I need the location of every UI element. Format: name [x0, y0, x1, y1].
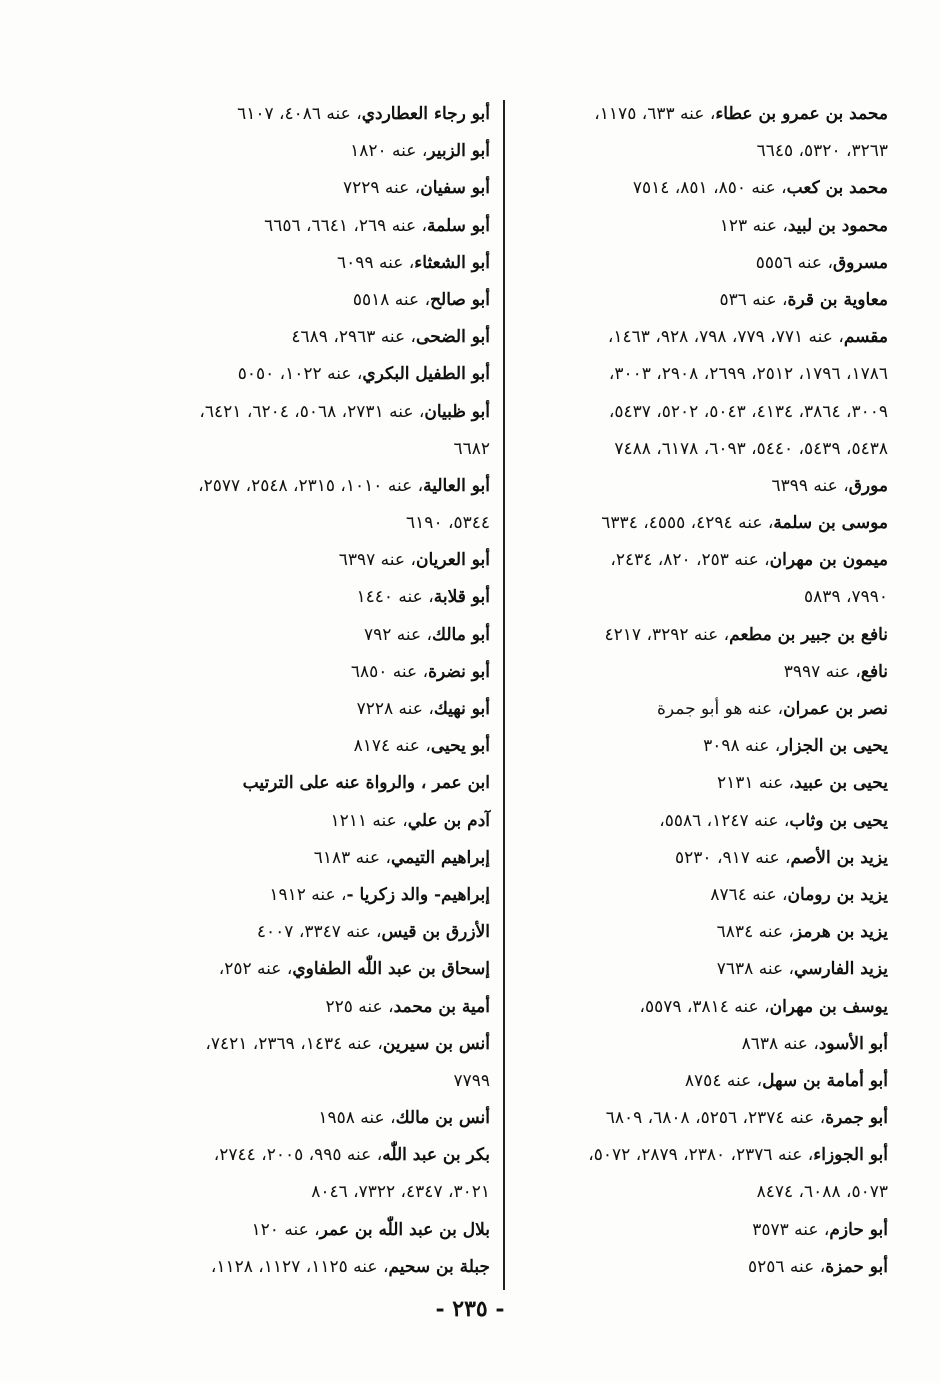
hadith-references: ، عنه ١٤٣٤، ٢٣٦٩، ٧٤٢١، — [205, 1033, 383, 1054]
narrator-name: نافع — [860, 661, 888, 682]
narrator-name: أبو الطفيل البكري — [362, 364, 490, 385]
hadith-references: ، عنه ١٩١٢ — [269, 884, 347, 905]
narrator-name: أبو أمامة بن سهل — [762, 1070, 888, 1091]
narrator-name: أبو رجاء العطاردي — [361, 104, 490, 124]
narrator-name: أبو حمزة — [825, 1256, 888, 1277]
index-entry — [468, 1137, 888, 1174]
index-entry — [110, 765, 490, 802]
index-entry — [468, 170, 888, 207]
index-entry — [468, 803, 888, 840]
narrator-name: جبلة بن سحيم — [388, 1256, 490, 1277]
index-entry — [468, 914, 888, 951]
narrator-name: الأزرق بن قيس — [381, 922, 490, 943]
narrator-name: أمية بن محمد — [393, 996, 490, 1017]
hadith-references: ، عنه ٦٣٩٩ — [771, 475, 849, 496]
narrator-name: محمود بن لبيد — [787, 215, 888, 236]
hadith-references: ، عنه ١٠١٠، ٢٣١٥، ٢٥٤٨، ٢٥٧٧، — [198, 475, 424, 496]
narrator-name: أبو ظبيان — [424, 401, 490, 422]
narrator-name: مقسم — [843, 327, 888, 348]
index-entry — [468, 319, 888, 356]
hadith-references: ، عنه ٣٩٩٧ — [783, 661, 861, 682]
narrator-name: إبراهيم- والد زكريا - — [346, 884, 490, 905]
hadith-references: ، عنه ٣٠٩٨ — [703, 736, 781, 757]
hadith-references: ، عنه هو أبو جمرة — [656, 699, 784, 719]
index-entry — [468, 691, 888, 728]
index-entry — [468, 1212, 888, 1249]
index-entry — [110, 803, 490, 840]
narrator-name: أبو العريان — [415, 550, 490, 571]
index-entry — [110, 133, 490, 170]
hadith-references: ، عنه ٢٥٢، — [218, 959, 293, 980]
narrator-name: أبو نضرة — [428, 661, 490, 682]
narrator-name: أبو مالك — [432, 624, 490, 645]
hadith-references: ، عنه ٦٠٩٩ — [337, 252, 415, 273]
narrator-name: أنس بن سيرين — [382, 1033, 490, 1054]
hadith-references: ، عنه ٣٢٩٢، ٤٢١٧ — [604, 624, 730, 645]
hadith-references: ٥٣٤٤، ٦١٩٠ — [406, 513, 490, 534]
index-entry — [110, 96, 490, 133]
index-entry — [110, 691, 490, 728]
hadith-references: ، عنه ٧٩٢ — [363, 624, 433, 645]
narrator-name: أبو الضحى — [416, 327, 490, 348]
hadith-references: ٣٠٢١، ٤٣٤٧، ٧٣٢٢، ٨٠٤٦ — [311, 1182, 490, 1203]
index-entry — [110, 1063, 490, 1100]
index-entry — [468, 1100, 888, 1137]
index-entry — [110, 1174, 490, 1211]
hadith-references: ، عنه ١٢٤٧، ٥٥٨٦، — [659, 810, 790, 831]
hadith-references: ٥٠٧٣، ٦٠٨٨، ٨٤٧٤ — [756, 1182, 888, 1203]
narrator-name: يحيى بن الجزار — [780, 736, 888, 757]
index-entry — [468, 1026, 888, 1063]
hadith-references: ، عنه ٧٢٢٩ — [342, 178, 421, 199]
hadith-references: ، عنه ٨٥٠، ٨٥١، ٧٥١٤ — [632, 178, 787, 199]
index-entry — [110, 245, 490, 282]
index-entry — [468, 989, 888, 1026]
index-entry — [468, 133, 888, 170]
index-entry — [110, 431, 490, 468]
index-entry — [110, 728, 490, 765]
hadith-references: ، عنه ٢٢٥ — [325, 996, 394, 1017]
hadith-references: ، عنه ١٢١١ — [330, 810, 408, 831]
hadith-references: ، عنه ٦٣٩٧ — [338, 550, 416, 571]
index-entry — [468, 951, 888, 988]
hadith-references: ، عنه ١٩٥٨ — [318, 1108, 396, 1129]
narrator-name: ميمون بن مهران — [769, 550, 888, 571]
index-entry — [468, 840, 888, 877]
index-entry — [110, 989, 490, 1026]
index-entry — [468, 96, 888, 133]
narrator-name: مسروق — [832, 252, 888, 273]
index-entry — [468, 1174, 888, 1211]
hadith-references: ، عنه ١٢٠ — [251, 1219, 320, 1240]
hadith-references: ، عنه ١٨٢٠ — [350, 141, 428, 162]
hadith-references: ، عنه ٥٥١٨ — [352, 289, 431, 310]
hadith-references: ، عنه ٢٣٧٦، ٢٣٨٠، ٢٨٧٩، ٥٠٧٢، — [588, 1145, 814, 1166]
narrator-name: محمد بن كعب — [786, 178, 888, 199]
hadith-references: ، عنه ٥٣٦ — [719, 289, 788, 310]
index-entry — [110, 840, 490, 877]
index-entry — [110, 877, 490, 914]
narrator-name: بكر بن عبد اللّٰه — [382, 1145, 490, 1166]
page-number: - ٢٣٥ - — [435, 1296, 505, 1322]
hadith-references: ، عنه ١٤٤٠ — [356, 587, 434, 608]
index-entry — [110, 505, 490, 542]
hadith-references: ، عنه ١٠٢٢، ٥٠٥٠ — [237, 364, 363, 385]
hadith-references: ، عنه ٢٩٦٣، ٤٦٨٩ — [291, 327, 417, 348]
narrator-name: ابن عمر ، والرواة عنه على الترتيب — [242, 773, 490, 794]
hadith-references: ، عنه ٢٥٣، ٨٢٠، ٢٤٣٤، — [610, 550, 770, 571]
narrator-name: بلال بن عبد اللّٰه بن عمر — [319, 1219, 490, 1240]
index-entry — [468, 208, 888, 245]
narrator-name: يزيد الفارسي — [794, 959, 888, 980]
narrator-name: أبو سفيان — [420, 178, 490, 199]
narrator-name: معاوية بن قرة — [787, 289, 888, 310]
index-entry — [110, 282, 490, 319]
index-entry — [110, 1249, 490, 1286]
hadith-references: ٧٧٩٩ — [453, 1070, 490, 1091]
index-entry — [110, 914, 490, 951]
index-entry — [110, 394, 490, 431]
hadith-references: ، عنه ٨٦٣٨ — [741, 1033, 819, 1054]
narrator-name: أنس بن مالك — [395, 1108, 490, 1129]
index-entry — [110, 170, 490, 207]
index-entry — [468, 542, 888, 579]
index-entry — [110, 319, 490, 356]
hadith-references: ، عنه ٨١٧٤ — [353, 736, 431, 757]
index-entry — [468, 728, 888, 765]
narrator-name: نصر بن عمران — [783, 699, 888, 719]
hadith-references: ، عنه ٢١٣١ — [716, 773, 795, 794]
narrator-name: يزيد بن رومان — [787, 884, 888, 905]
narrator-name: محمد بن عمرو بن عطاء — [715, 104, 888, 124]
hadith-references: ، عنه ٣٥٧٣ — [752, 1219, 830, 1240]
hadith-references: ، عنه ٦٨٣٤ — [716, 922, 794, 943]
index-entry — [110, 1026, 490, 1063]
index-entry — [110, 1100, 490, 1137]
narrator-name: يحيى بن عبيد — [794, 773, 888, 794]
index-entry — [468, 505, 888, 542]
hadith-references: ، عنه ٣٨١٤، ٥٥٧٩، — [639, 996, 770, 1017]
narrator-name: أبو جمرة — [825, 1108, 888, 1129]
left-column — [110, 96, 490, 1286]
index-entry — [468, 431, 888, 468]
narrator-name: يحيى بن وثاب — [789, 810, 888, 831]
narrator-name: إبراهيم التيمي — [390, 847, 490, 868]
index-entry — [468, 1249, 888, 1286]
index-entry — [110, 951, 490, 988]
hadith-references: ، عنه ٤٠٨٦، ٦١٠٧ — [237, 104, 362, 124]
hadith-references: ، عنه ٢٦٩، ٦٦٤١، ٦٦٥٦ — [264, 215, 428, 236]
hadith-references: ، عنه ٧٦٣٨ — [716, 959, 794, 980]
index-entry — [110, 1212, 490, 1249]
hadith-references: ، عنه ٧٢٢٨ — [356, 699, 434, 719]
hadith-references: ، عنه ١٢٣ — [719, 215, 788, 236]
index-entry — [468, 356, 888, 393]
hadith-references: ، عنه ٢٣٧٤، ٥٢٥٦، ٦٨٠٨، ٦٨٠٩ — [605, 1108, 826, 1129]
hadith-references: ، عنه ٢٧٣١، ٥٠٦٨، ٦٢٠٤، ٦٤٢١، — [199, 401, 425, 422]
hadith-references: ٧٩٩٠، ٥٨٣٩ — [804, 587, 888, 608]
index-entry — [468, 1063, 888, 1100]
narrator-name: أبو نهيك — [433, 699, 490, 719]
index-entry — [110, 356, 490, 393]
hadith-references: ٣٠٠٩، ٣٨٦٤، ٤١٣٤، ٥٠٤٣، ٥٢٠٢، ٥٤٣٧، — [608, 401, 888, 422]
hadith-references: ، عنه ٨٧٦٤ — [710, 884, 788, 905]
index-entry — [110, 617, 490, 654]
narrator-name: أبو حازم — [829, 1219, 888, 1240]
narrator-name: آدم بن علي — [407, 810, 490, 831]
narrator-name: أبو صالح — [430, 289, 490, 310]
index-entry — [468, 394, 888, 431]
narrator-name: يوسف بن مهران — [769, 996, 888, 1017]
narrator-name: أبو الزبير — [427, 141, 490, 162]
index-entry — [468, 765, 888, 802]
hadith-references: ٥٤٣٨، ٥٤٣٩، ٥٤٤٠، ٦٠٩٣، ٦١٧٨، ٧٤٨٨ — [614, 438, 888, 459]
index-entry — [468, 468, 888, 505]
hadith-references: ، عنه ٦١٨٣ — [313, 847, 391, 868]
index-entry — [468, 282, 888, 319]
narrator-name: يزيد بن هرمز — [793, 922, 888, 943]
narrator-name: أبو سلمة — [427, 215, 490, 236]
hadith-references: ، عنه ٩١٧، ٥٢٣٠ — [675, 847, 791, 868]
index-entry — [468, 654, 888, 691]
narrator-name: أبو الأسود — [818, 1033, 888, 1054]
hadith-references: ، عنه ٩٩٥، ٢٠٠٥، ٢٧٤٤، — [213, 1145, 383, 1166]
hadith-references: ، عنه ٥٢٥٦ — [748, 1256, 826, 1277]
hadith-references: ، عنه ٦٨٥٠ — [350, 661, 429, 682]
narrator-name: مورق — [848, 475, 888, 496]
narrator-name: أبو يحيى — [430, 736, 490, 757]
index-entry — [110, 468, 490, 505]
hadith-references: ، عنه ٤٢٩٤، ٤٥٥٥، ٦٣٣٤ — [601, 513, 774, 534]
narrator-name: يزيد بن الأصم — [790, 847, 888, 868]
hadith-references: ، عنه ٦٣٣، ١١٧٥، — [594, 104, 716, 124]
narrator-name: أبو الجوزاء — [813, 1145, 888, 1166]
index-entry — [110, 1137, 490, 1174]
narrator-name: موسى بن سلمة — [773, 513, 888, 534]
hadith-references: ٦٦٨٢ — [453, 438, 490, 459]
hadith-references: ، عنه ٨٧٥٤ — [684, 1070, 763, 1091]
index-entry — [468, 245, 888, 282]
right-column — [468, 96, 888, 1286]
hadith-references: ١٧٨٦، ١٧٩٦، ٢٥١٢، ٢٦٩٩، ٢٩٠٨، ٣٠٠٣، — [608, 364, 888, 385]
narrator-name: أبو قلابة — [433, 587, 490, 608]
index-entry — [468, 617, 888, 654]
hadith-references: ، عنه ٥٥٥٦ — [755, 252, 833, 273]
index-entry — [468, 579, 888, 616]
column-divider — [503, 100, 505, 1290]
hadith-references: ، عنه ٧٧١، ٧٧٩، ٧٩٨، ٩٢٨، ١٤٦٣، — [607, 327, 844, 348]
index-entry — [110, 654, 490, 691]
narrator-name: أبو الشعثاء — [414, 252, 490, 273]
hadith-references: ٣٢٦٣، ٥٣٢٠، ٦٦٤٥ — [756, 141, 888, 162]
index-entry — [110, 208, 490, 245]
hadith-references: ، عنه ٣٣٤٧، ٤٠٠٧ — [256, 922, 382, 943]
index-entry — [468, 877, 888, 914]
narrator-name: نافع بن جبير بن مطعم — [729, 624, 888, 645]
narrator-name: أبو العالية — [423, 475, 490, 496]
index-entry — [110, 579, 490, 616]
hadith-references: ، عنه ١١٢٥، ١١٢٧، ١١٢٨، — [210, 1256, 389, 1277]
index-entry — [110, 542, 490, 579]
narrator-name: إسحاق بن عبد اللّٰه الطفاوي — [292, 959, 490, 980]
